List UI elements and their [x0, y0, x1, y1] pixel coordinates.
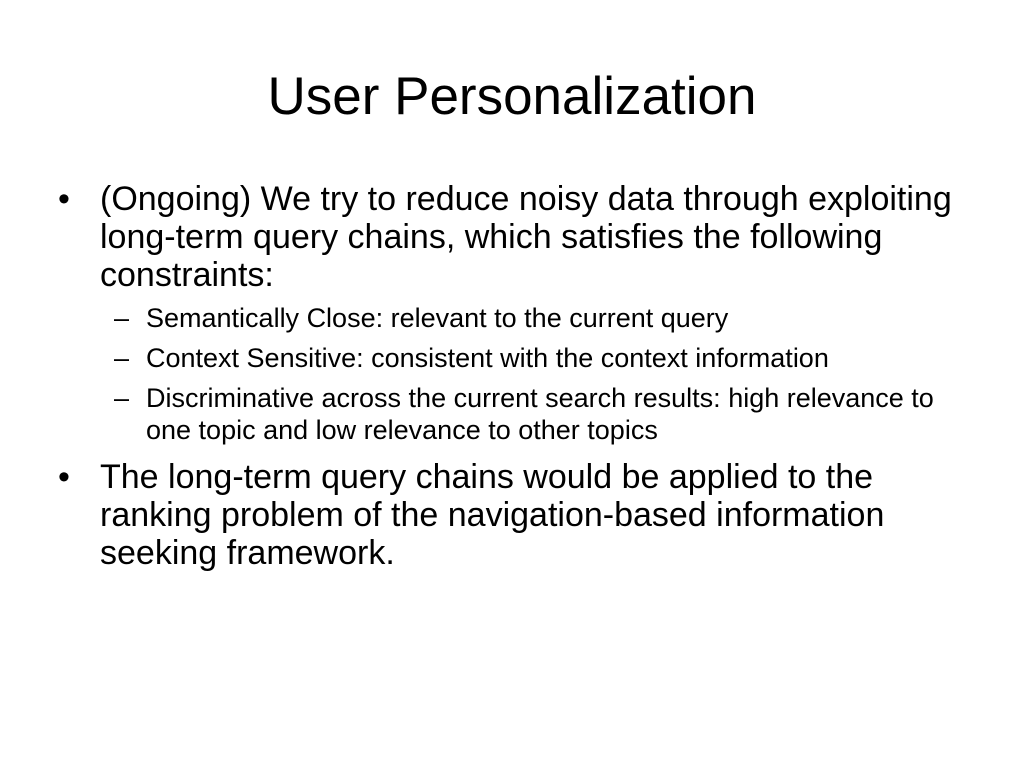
- bullet-text: The long-term query chains would be applied to the ranking problem of the navigation-based information seeking framework.: [100, 458, 885, 572]
- dash-marker: –: [114, 343, 130, 373]
- sub-bullet-list: [58, 302, 958, 446]
- bullet-item-long-term-query-chains: [58, 458, 958, 572]
- bullet-marker: •: [58, 180, 70, 218]
- bullet-text: (Ongoing) We try to reduce noisy data through exploiting long-term query chains, which satisfies the following constraints:: [100, 180, 952, 294]
- sub-bullet-discriminative: [58, 382, 958, 446]
- sub-bullet-text: Semantically Close: relevant to the current query: [146, 303, 729, 333]
- sub-bullet-context-sensitive: [58, 342, 958, 374]
- slide-title: User Personalization: [267, 67, 757, 126]
- sub-bullet-text: Context Sensitive: consistent with the context information: [146, 343, 829, 373]
- bullet-item-ongoing: [58, 180, 958, 294]
- dash-marker: –: [114, 383, 130, 413]
- sub-bullet-text: Discriminative across the current search results: high relevance to one topic and low relevance to other topics: [146, 383, 934, 445]
- dash-marker: –: [114, 303, 130, 333]
- bullet-marker: •: [58, 458, 70, 496]
- sub-bullet-semantically-close: [58, 302, 958, 334]
- slide-body: [58, 180, 958, 580]
